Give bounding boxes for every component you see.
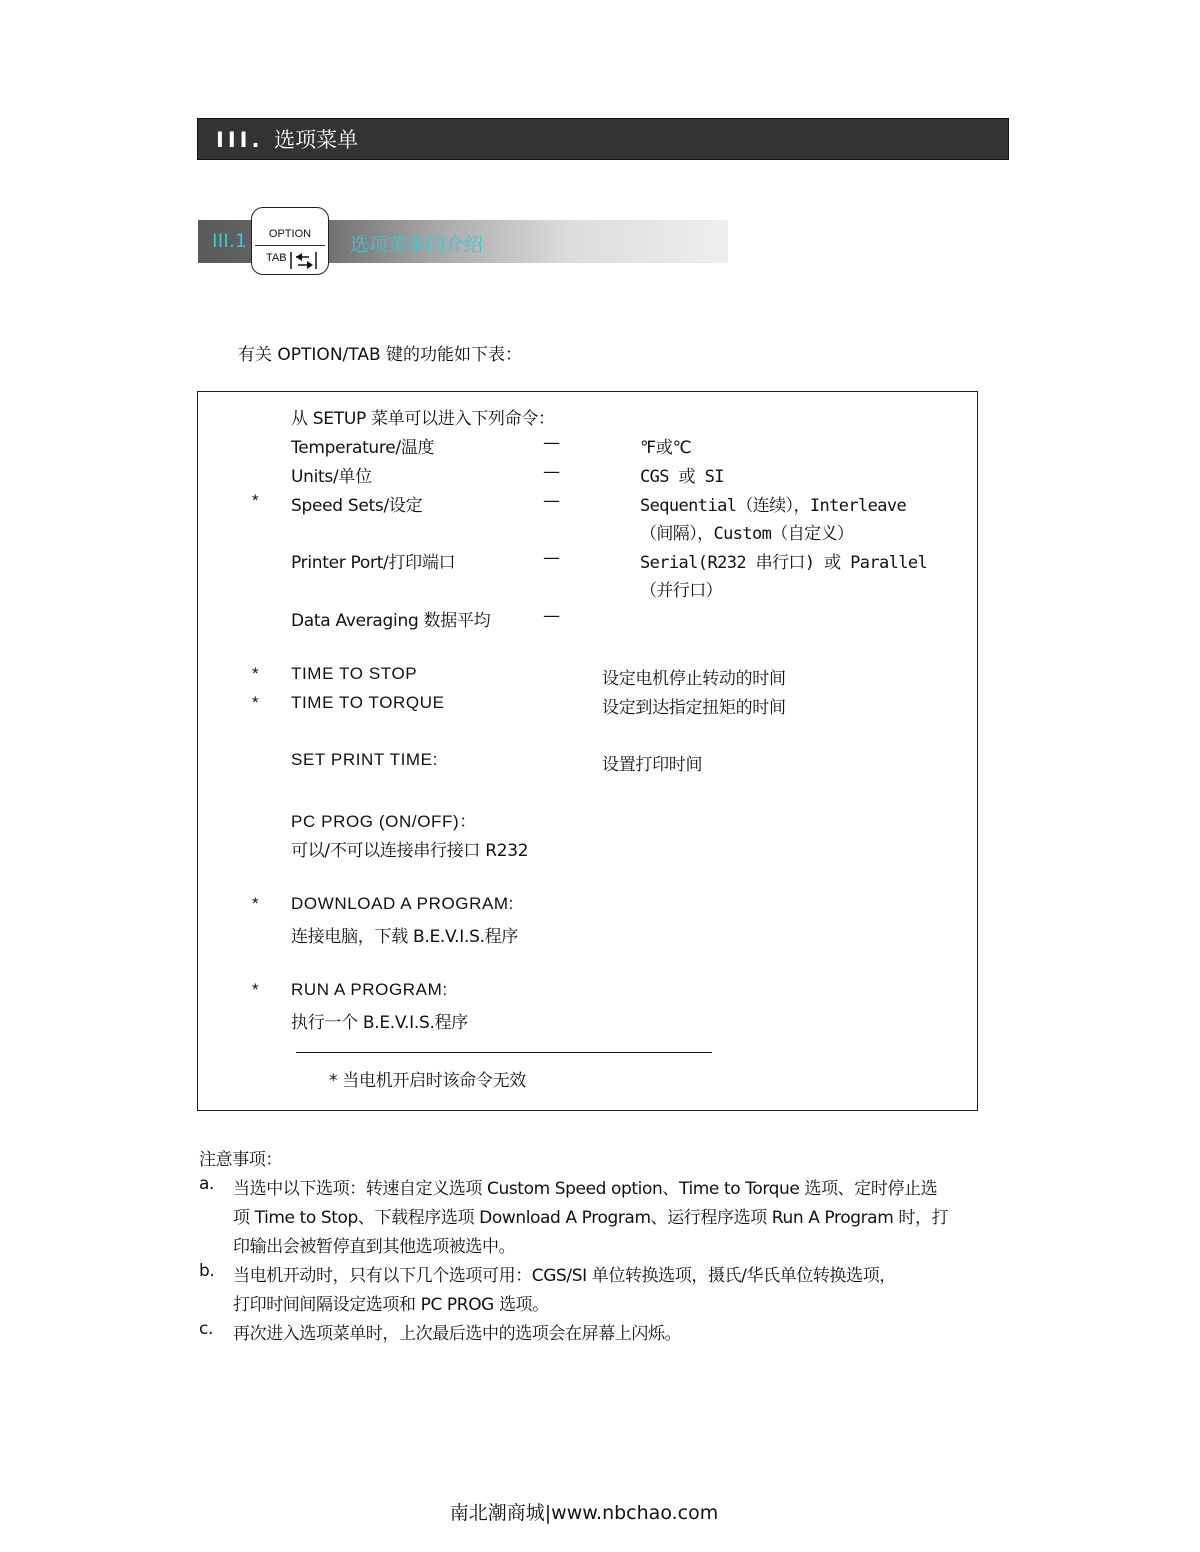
time-to-stop-desc: 设定电机停止转动的时间 xyxy=(602,669,786,689)
row-averaging-dash: — xyxy=(543,606,560,626)
section-header xyxy=(197,118,1009,160)
section-number: III. xyxy=(216,128,264,152)
time-to-torque-label: TIME TO TORQUE xyxy=(291,693,445,712)
set-print-time-desc: 设置打印时间 xyxy=(602,755,703,775)
row-temperature-value: ℉或℃ xyxy=(640,438,692,458)
setup-heading: 从 SETUP 菜单可以进入下列命令： xyxy=(291,409,555,429)
tab-arrows-icon xyxy=(289,249,319,271)
footnote-text: * 当电机开启时该命令无效 xyxy=(329,1071,527,1091)
download-star: * xyxy=(252,894,259,913)
option-tab-key xyxy=(251,207,329,275)
pc-prog-label: PC PROG (ON/OFF)： xyxy=(291,812,477,831)
row-units-value: CGS 或 SI xyxy=(640,467,724,487)
row-speed-star: * xyxy=(252,491,259,510)
note-b-line-2: 打印时间间隔设定选项和 PC PROG 选项。 xyxy=(233,1295,549,1315)
intro-text: 有关 OPTION/TAB 键的功能如下表： xyxy=(238,345,523,365)
run-desc: 执行一个 B.E.V.I.S.程序 xyxy=(291,1013,468,1033)
set-print-time-label: SET PRINT TIME: xyxy=(291,750,438,769)
time-to-stop-star: * xyxy=(252,664,259,683)
subsection-title: 选项菜单的介绍 xyxy=(350,234,484,256)
note-b-line-1: 当电机开动时，只有以下几个选项可用：CGS/SI 单位转换选项，摄氏/华氏单位转换选项， xyxy=(233,1266,896,1286)
download-desc: 连接电脑，下载 B.E.V.I.S.程序 xyxy=(291,927,519,947)
row-speed-value-cont: （间隔），Custom（自定义） xyxy=(640,524,854,544)
pc-prog-desc: 可以/不可以连接串行接口 R232 xyxy=(291,841,529,861)
footnote-rule xyxy=(296,1052,712,1053)
section-title: 选项菜单 xyxy=(274,128,359,152)
note-b-marker: b. xyxy=(199,1261,215,1281)
row-speed-label: Speed Sets/设定 xyxy=(291,496,423,516)
run-star: * xyxy=(252,980,259,999)
note-c-line-1: 再次进入选项菜单时，上次最后选中的选项会在屏幕上闪烁。 xyxy=(233,1324,682,1344)
note-c-marker: c. xyxy=(199,1319,213,1339)
row-temperature-dash: — xyxy=(543,433,560,453)
row-printer-label: Printer Port/打印端口 xyxy=(291,553,456,573)
key-label-option: OPTION xyxy=(268,228,312,240)
row-units-dash: — xyxy=(543,462,560,482)
row-printer-dash: — xyxy=(543,548,560,568)
note-a-line-2: 项 Time to Stop、下载程序选项 Download A Program、运行程序选项 Run A Program 时，打 xyxy=(233,1208,949,1228)
row-speed-dash: — xyxy=(543,491,560,511)
note-a-marker: a. xyxy=(199,1174,215,1194)
notes-heading: 注意事项： xyxy=(199,1150,282,1170)
footer-watermark: 南北潮商城|www.nbchao.com xyxy=(449,1502,719,1524)
key-label-tab: TAB xyxy=(266,252,287,264)
note-a-line-1: 当选中以下选项：转速自定义选项 Custom Speed option、Time to Torque 选项、定时停止选 xyxy=(233,1179,938,1199)
row-speed-value: Sequential（连续），Interleave xyxy=(640,496,907,516)
download-label: DOWNLOAD A PROGRAM: xyxy=(291,894,514,913)
note-a-line-3: 印输出会被暂停直到其他选项被选中。 xyxy=(233,1237,516,1257)
row-temperature-label: Temperature/温度 xyxy=(291,438,435,458)
key-divider xyxy=(255,245,325,246)
time-to-torque-star: * xyxy=(252,693,259,712)
row-printer-value-cont: （并行口） xyxy=(640,581,722,601)
row-units-label: Units/单位 xyxy=(291,467,372,487)
subsection-number: III.1 xyxy=(212,230,247,252)
row-printer-value: Serial(R232 串行口) 或 Parallel xyxy=(640,553,928,573)
row-averaging-label: Data Averaging 数据平均 xyxy=(291,611,491,631)
time-to-torque-desc: 设定到达指定扭矩的时间 xyxy=(602,698,786,718)
time-to-stop-label: TIME TO STOP xyxy=(291,664,418,683)
run-label: RUN A PROGRAM: xyxy=(291,980,448,999)
